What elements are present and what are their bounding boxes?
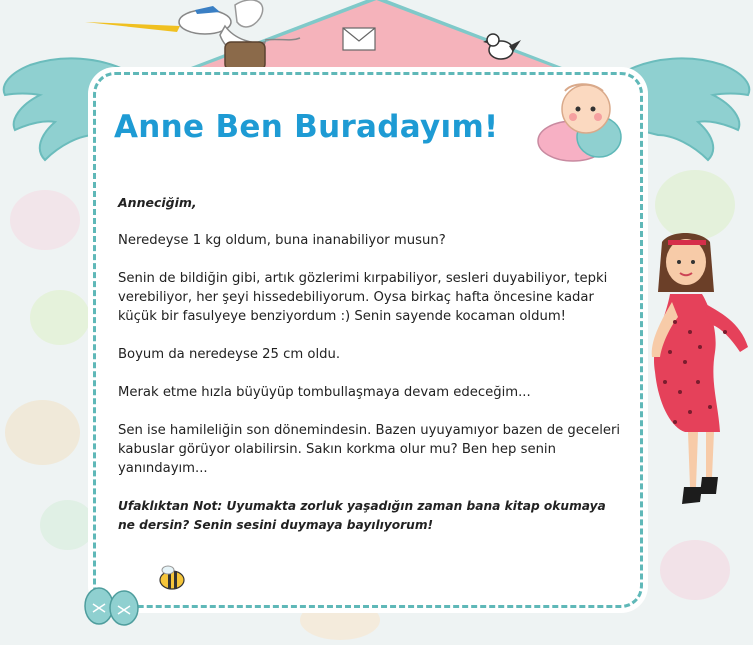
pregnant-woman-illustration [640,232,753,532]
letter-paragraph: Merak etme hızla büyüyüp tombullaşmaya devam edeceğim... [118,385,531,400]
letter-paragraph: Senin de bildiğin gibi, artık gözlerimi kırpabiliyor, sesleri duyabiliyor, tepki verebiliyor, her şeyi hissedebiliyorum. Oysa birkaç hafta öncesine kadar küçük bir fasulyeye benziyordum :) Senin sayende kocaman oldum! [118,271,608,324]
letter-card [93,72,643,608]
bg-bubble [40,500,95,550]
letter-paragraph: Neredeyse 1 kg oldum, buna inanabiliyor musun? [118,233,446,248]
stork-icon [85,0,315,80]
bg-bubble [10,190,80,250]
baby-shoes-icon [82,578,142,628]
bee-icon [156,565,188,591]
letter-paragraph: Boyum da neredeyse 25 cm oldu. [118,347,341,362]
baby-icon [531,79,631,164]
bg-bubble [660,540,730,600]
bird-icon [483,30,523,64]
page-title: Anne Ben Buradayım! [114,109,499,145]
letter-paragraph: Sen ise hamileliğin son dönemindesin. Bazen uyuyamıyor bazen de geceleri kabuslar görüyor olabilirsin. Sakın korkma olur mu? Ben hep senin yanındayım... [118,423,621,476]
bg-bubble [5,400,80,465]
bg-bubble [30,290,90,345]
letter-greeting: Anneciğim, [118,195,197,210]
envelope-icon [342,27,376,51]
letter-note: Ufaklıktan Not: Uyumakta zorluk yaşadığın zaman bana kitap okumaya ne dersin? Senin sesini duymaya bayılıyorum! [118,499,606,532]
letter-body [118,193,623,554]
